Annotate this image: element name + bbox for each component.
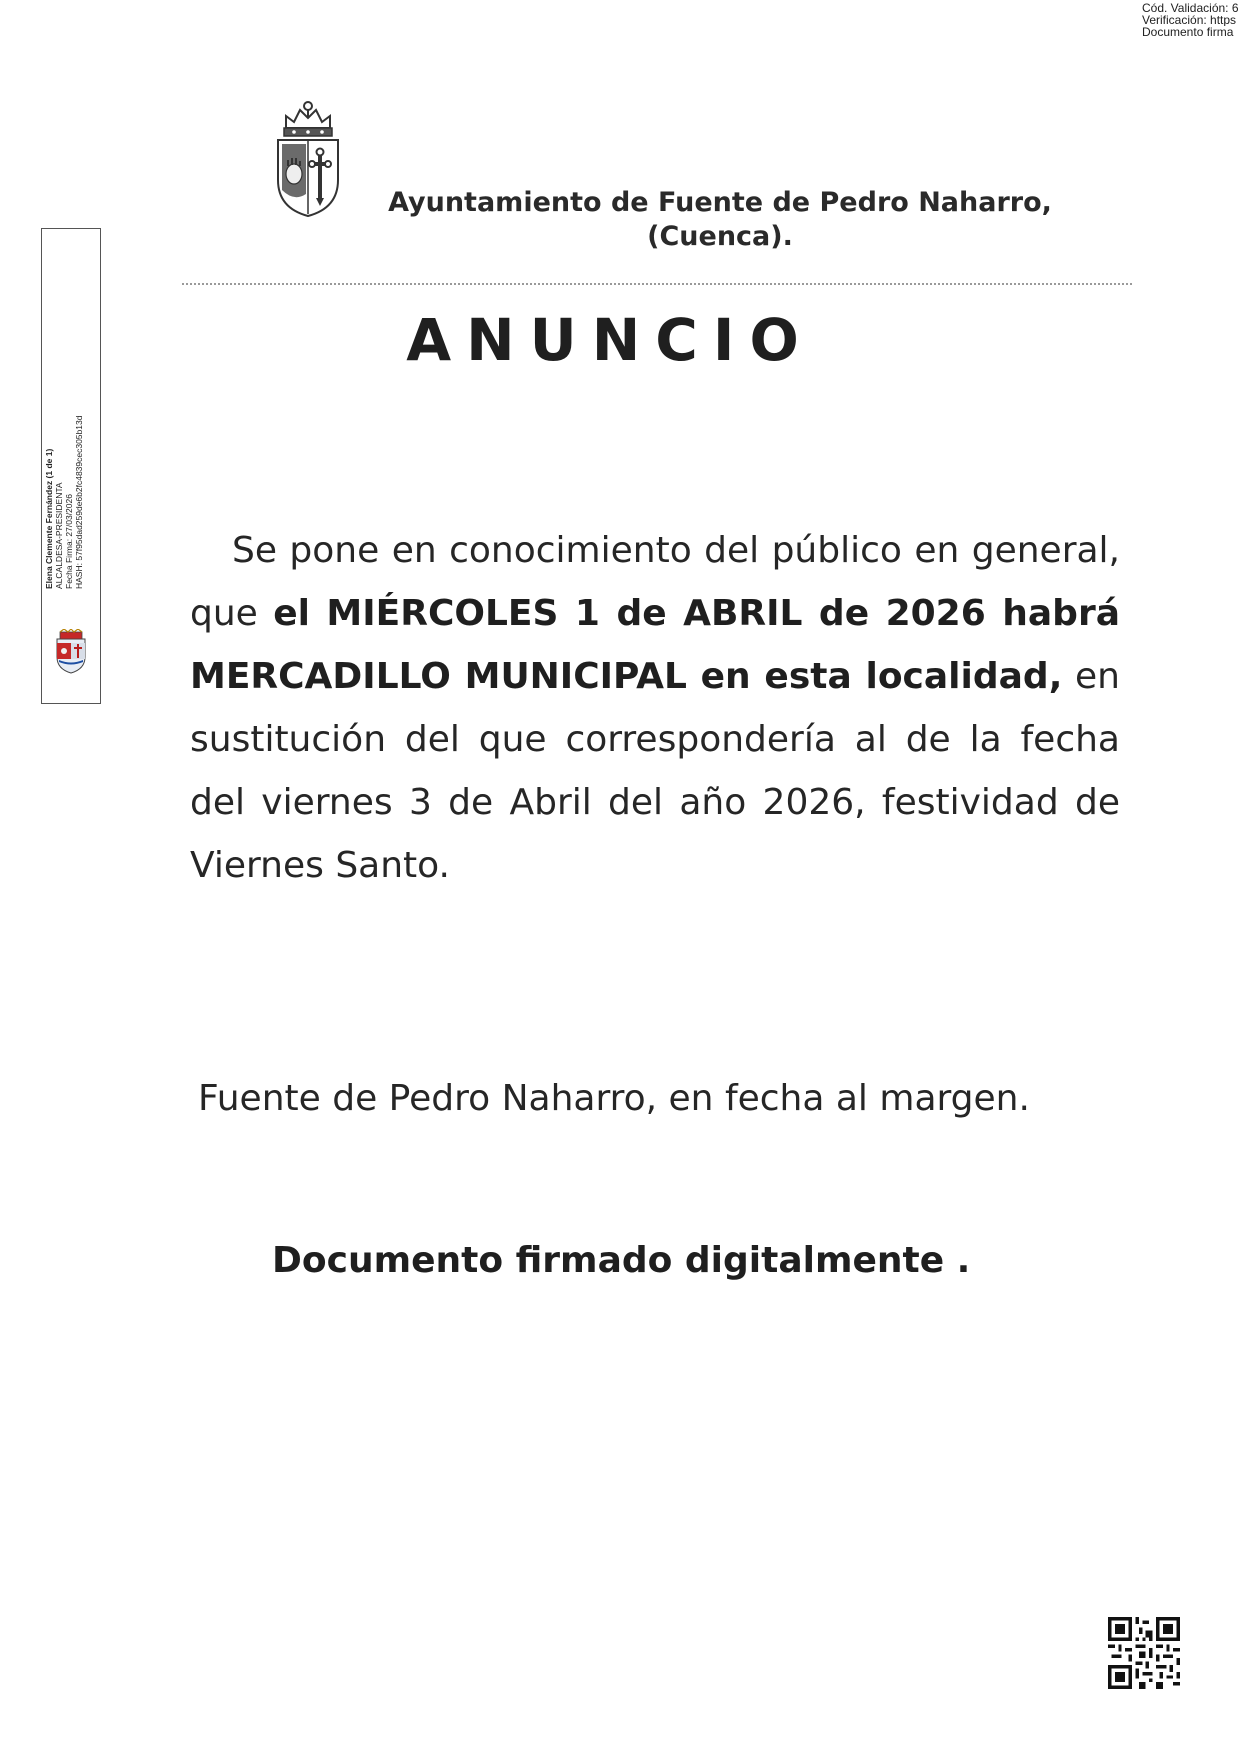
institution-name: Ayuntamiento de Fuente de Pedro Naharro, (388, 187, 1052, 218)
signer-role: ALCALDESA-PRESIDENTA (54, 482, 64, 589)
document-title: ANUNCIO (406, 306, 814, 374)
announcement-text-intro: Se pone en conocimiento del público en general, que (190, 530, 1120, 634)
signed-document-note: Documento firma (1142, 26, 1234, 38)
validation-header (1142, 2, 1240, 38)
institution-province: (Cuenca). (647, 221, 793, 252)
signature-hash: HASH: 57f95dad259de6b2fc4839cec305b13d (74, 415, 84, 589)
signature-date: Fecha Firma: 27/03/2026 (64, 494, 74, 589)
announcement-text-rest: en sustitución del que correspondería al de la fecha del viernes 3 de Abril del año 2026, festividad de Viernes Santo. (190, 656, 1120, 886)
signer-name: Elena Clemente Fernández (1 de 1) (44, 448, 54, 589)
verification-url: Verificación: https (1142, 14, 1237, 26)
qr-code-icon (1108, 1617, 1180, 1689)
institution-heading (320, 186, 1120, 254)
announcement-paragraph (190, 519, 1120, 897)
validation-code: Cód. Validación: 6 (1142, 2, 1239, 14)
digital-signature-note: Documento firmado digitalmente . (272, 1240, 971, 1281)
municipal-seal-icon (48, 629, 94, 675)
announcement-highlight: el MIÉRCOLES 1 de ABRIL de 2026 habrá MERCADILLO MUNICIPAL en esta localidad, (190, 593, 1120, 697)
place-and-date: Fuente de Pedro Naharro, en fecha al margen. (198, 1078, 1030, 1119)
signature-details (44, 259, 84, 589)
header-divider (182, 283, 1132, 285)
signature-panel (41, 228, 101, 704)
